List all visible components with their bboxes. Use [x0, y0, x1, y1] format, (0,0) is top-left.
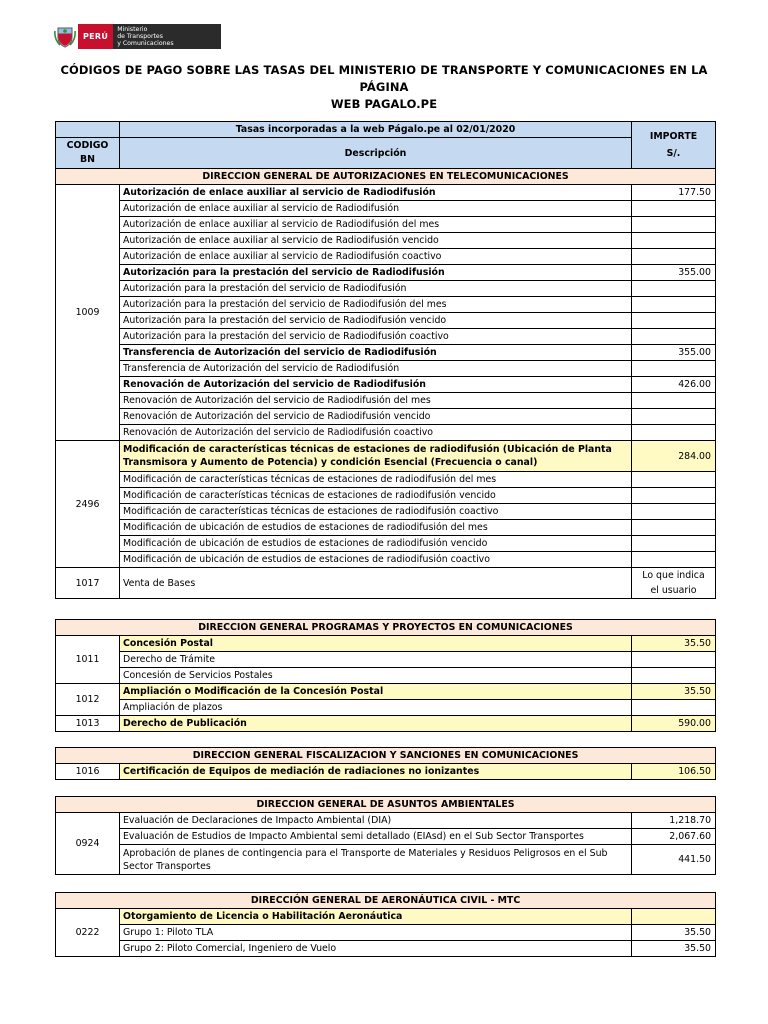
table-row: Autorización para la prestación del servicio de Radiodifusión — [120, 281, 632, 297]
aeronautica-table — [55, 892, 716, 957]
code-0924: 0924 — [56, 813, 120, 875]
amount: 355.00 — [632, 345, 716, 361]
importe-header-line-2: S/. — [666, 148, 681, 159]
table-row: Evaluación de Estudios de Impacto Ambiental semi detallado (EIAsd) en el Sub Sector Transportes — [120, 829, 632, 845]
table-row: Aprobación de planes de contingencia para el Transporte de Materiales y Residuos Peligrosos en el Sub Sector Transportes — [120, 845, 632, 875]
table-row: Transferencia de Autorización del servicio de Radiodifusión — [120, 345, 632, 361]
logo-line-1: Ministerio — [117, 26, 148, 33]
table-row: Modificación de ubicación de estudios de estaciones de radiodifusión coactivo — [120, 552, 632, 568]
logo-line-2: de Transportes — [117, 33, 163, 40]
table-row: Autorización para la prestación del servicio de Radiodifusión vencido — [120, 313, 632, 329]
codigo-header-line-1: CODIGO — [66, 140, 109, 151]
page-title-line-2: WEB PAGALO.PE — [330, 97, 438, 111]
table-row: Modificación de características técnicas de estaciones de radiodifusión vencido — [120, 488, 632, 504]
amount-line-1: Lo que indica — [642, 570, 705, 581]
table-row: Autorización para la prestación del servicio de Radiodifusión coactivo — [120, 329, 632, 345]
table-row: Ampliación de plazos — [120, 700, 632, 716]
table-row: Derecho de Publicación — [120, 716, 632, 732]
amount — [632, 568, 716, 599]
page-title — [40, 62, 728, 113]
amount: 35.50 — [632, 636, 716, 652]
code-2496: 2496 — [56, 441, 120, 568]
section-aeronautica: DIRECCIÓN GENERAL DE AERONÁUTICA CIVIL - MTC — [56, 893, 716, 909]
descripcion-header: Descripción — [120, 138, 632, 169]
amount: 35.50 — [632, 941, 716, 957]
ambientales-table — [55, 796, 716, 875]
table-row: Autorización para la prestación del servicio de Radiodifusión del mes — [120, 297, 632, 313]
table-row: Evaluación de Declaraciones de Impacto Ambiental (DIA) — [120, 813, 632, 829]
amount: 590.00 — [632, 716, 716, 732]
logo-ministry-label — [113, 24, 221, 49]
coat-of-arms-icon — [52, 24, 78, 49]
amount-line-2: el usuario — [650, 585, 697, 596]
codigo-header — [56, 138, 120, 169]
tasas-header: Tasas incorporadas a la web Págalo.pe al 02/01/2020 — [120, 122, 632, 138]
code-1011: 1011 — [56, 636, 120, 684]
table-row: Certificación de Equipos de mediación de radiaciones no ionizantes — [120, 764, 632, 780]
page-title-line-1: CÓDIGOS DE PAGO SOBRE LAS TASAS DEL MINISTERIO DE TRANSPORTE Y COMUNICACIONES EN LA PÁGINA — [60, 63, 708, 94]
table-row: Modificación de características técnicas de estaciones de radiodifusión coactivo — [120, 504, 632, 520]
table-row: Concesión Postal — [120, 636, 632, 652]
table-row: Modificación de características técnicas de estaciones de radiodifusión del mes — [120, 472, 632, 488]
importe-header — [632, 122, 716, 169]
code-1009: 1009 — [56, 185, 120, 441]
table-row: Renovación de Autorización del servicio de Radiodifusión del mes — [120, 393, 632, 409]
importe-header-line-1: IMPORTE — [649, 131, 698, 142]
amount: 177.50 — [632, 185, 716, 201]
table-row: Derecho de Trámite — [120, 652, 632, 668]
table-row: Grupo 2: Piloto Comercial, Ingeniero de Vuelo — [120, 941, 632, 957]
section-fiscalizacion: DIRECCION GENERAL FISCALIZACION Y SANCIONES EN COMUNICACIONES — [56, 748, 716, 764]
table-row: Renovación de Autorización del servicio de Radiodifusión coactivo — [120, 425, 632, 441]
table-row: Ampliación o Modificación de la Concesión Postal — [120, 684, 632, 700]
amount: 426.00 — [632, 377, 716, 393]
code-1016: 1016 — [56, 764, 120, 780]
table-row: Renovación de Autorización del servicio de Radiodifusión vencido — [120, 409, 632, 425]
amount: 106.50 — [632, 764, 716, 780]
amount: 355.00 — [632, 265, 716, 281]
amount: 441.50 — [632, 845, 716, 875]
fiscalizacion-table — [55, 747, 716, 780]
table-row: Modificación de ubicación de estudios de estaciones de radiodifusión del mes — [120, 520, 632, 536]
section-programas: DIRECCION GENERAL PROGRAMAS Y PROYECTOS EN COMUNICACIONES — [56, 620, 716, 636]
amount: 1,218.70 — [632, 813, 716, 829]
table-row: Venta de Bases — [120, 568, 632, 599]
table-row: Otorgamiento de Licencia o Habilitación Aeronáutica — [120, 909, 632, 925]
programas-table — [55, 619, 716, 732]
telecom-table — [55, 121, 716, 599]
code-1012: 1012 — [56, 684, 120, 716]
table-row: Autorización de enlace auxiliar al servicio de Radiodifusión — [120, 201, 632, 217]
table-row: Modificación de características técnicas de estaciones de radiodifusión (Ubicación de Planta Transmisora y Aumento de Potencia) y condición Esencial (Frecuencia o canal) — [120, 441, 632, 472]
table-row: Modificación de ubicación de estudios de estaciones de radiodifusión vencido — [120, 536, 632, 552]
amount: 284.00 — [632, 441, 716, 472]
amount: 35.50 — [632, 925, 716, 941]
table-row: Concesión de Servicios Postales — [120, 668, 632, 684]
code-1013: 1013 — [56, 716, 120, 732]
table-row: Grupo 1: Piloto TLA — [120, 925, 632, 941]
table-row: Autorización de enlace auxiliar al servicio de Radiodifusión coactivo — [120, 249, 632, 265]
table-row: Renovación de Autorización del servicio de Radiodifusión — [120, 377, 632, 393]
codigo-header-line-2: BN — [80, 154, 95, 165]
section-ambientales: DIRECCION GENERAL DE ASUNTOS AMBIENTALES — [56, 797, 716, 813]
table-row: Autorización de enlace auxiliar al servicio de Radiodifusión del mes — [120, 217, 632, 233]
amount: 2,067.60 — [632, 829, 716, 845]
logo-line-3: y Comunicaciones — [117, 40, 174, 47]
code-1017: 1017 — [56, 568, 120, 599]
logo-peru-label: PERÚ — [78, 24, 113, 49]
section-telecom: DIRECCION GENERAL DE AUTORIZACIONES EN TELECOMUNICACIONES — [56, 169, 716, 185]
table-row: Transferencia de Autorización del servicio de Radiodifusión — [120, 361, 632, 377]
amount: 35.50 — [632, 684, 716, 700]
mtc-logo — [52, 24, 221, 49]
code-0222: 0222 — [56, 909, 120, 957]
table-row: Autorización de enlace auxiliar al servicio de Radiodifusión vencido — [120, 233, 632, 249]
table-row: Autorización para la prestación del servicio de Radiodifusión — [120, 265, 632, 281]
table-row: Autorización de enlace auxiliar al servicio de Radiodifusión — [120, 185, 632, 201]
